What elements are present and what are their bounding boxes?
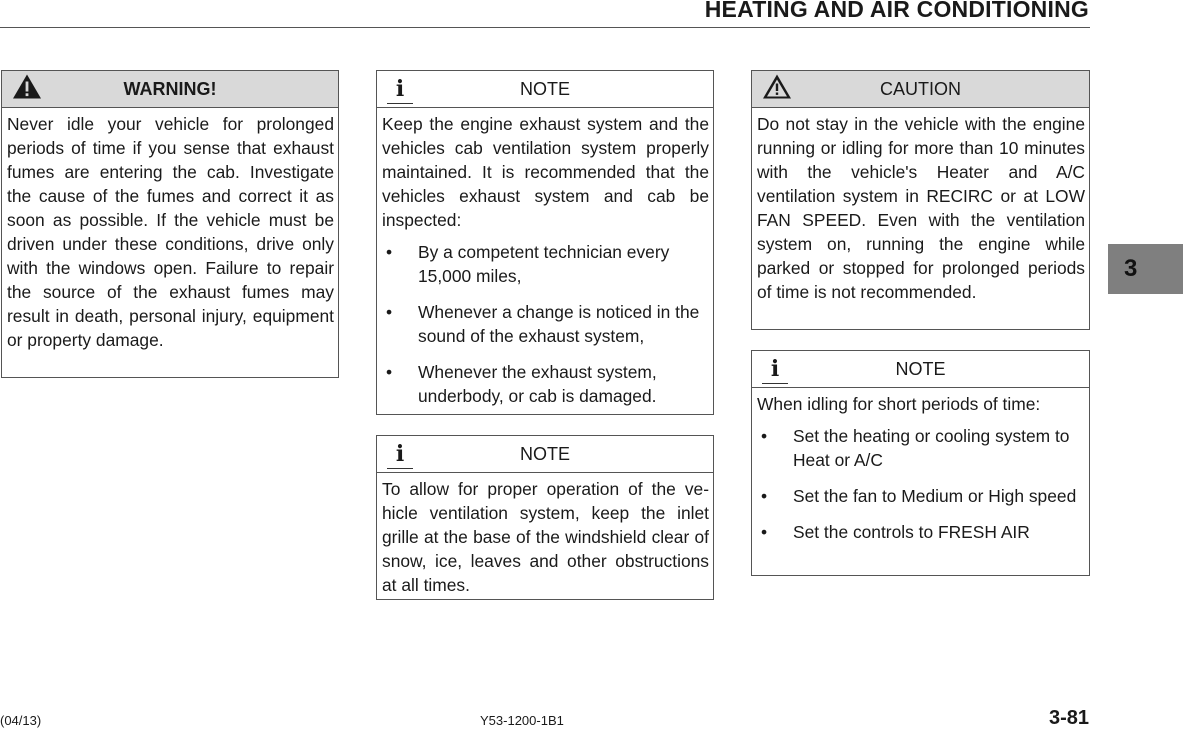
note-idling-box [751, 350, 1090, 576]
caution-header [752, 71, 1089, 108]
list-item: • Whenever a change is noticed in the sound of the exhaust system, [382, 300, 709, 348]
info-icon: i [762, 356, 788, 382]
note-idling-intro: When idling for short periods of time: [757, 394, 1041, 414]
list-item: • By a competent technician every 15,000 miles, [382, 240, 709, 288]
warning-header [2, 71, 338, 108]
caution-text: Do not stay in the vehicle with the engine running or idling for more than 10 minutes with the vehicle's Heater and A/C ventilation system in RECIRC or at LOW FAN SPEED. Even with the ventilation system on, running the engine while parked or stopped for prolonged periods of time is not recommended. [757, 114, 1085, 302]
note-idling-label: NOTE [895, 358, 946, 379]
note-exhaust-box [376, 70, 714, 415]
note-grille-box [376, 435, 714, 600]
warning-box [1, 70, 339, 378]
caution-box [751, 70, 1090, 330]
note-exhaust-label: NOTE [519, 78, 570, 99]
page-number: 3-81 [1048, 707, 1089, 729]
note-grille-text: To allow for proper operation of the vehicle ventilation system, keep the inlet grille at the base of the windshield clear of snow, ice, leaves and other obstructions at all times. [382, 479, 709, 595]
note-exhaust-intro: Keep the engine exhaust system and the vehicles cab ventilation system properly maintained. It is recommended that the vehicles exhaust system and cab be inspected: [382, 114, 709, 230]
warning-text: Never idle your vehicle for prolonged periods of time if you sense that exhaust fumes are entering the cab. Investigate the cause of the fumes and correct it as soon as possible. If the vehicle must be driven under these conditions, drive only with the windows open. Failure to repair the source of the exhaust fumes may result in death, personal injury, equipment or property damage. [7, 114, 334, 350]
note-idling-header [752, 351, 1089, 388]
page-header-title: HEATING AND AIR CONDITIONING [704, 0, 1089, 22]
section-tab: 3 [1108, 244, 1183, 294]
note-idling-content [752, 388, 1089, 548]
info-icon: i [387, 76, 413, 102]
warning-triangle-icon [762, 74, 792, 105]
note-idling-bullets [757, 424, 1085, 544]
note-exhaust-bullets [382, 240, 709, 408]
note-grille-header [377, 436, 713, 473]
note-exhaust-content [377, 108, 713, 412]
footer-date: (04/13) [0, 713, 42, 728]
note-grille-label: NOTE [519, 443, 570, 464]
list-item: • Set the fan to Medium or High speed [757, 484, 1085, 508]
list-item: • Whenever the exhaust system, underbody, or cab is damaged. [382, 360, 709, 408]
warning-triangle-icon [12, 74, 42, 105]
warning-label: WARNING! [123, 78, 217, 99]
caution-label: CAUTION [880, 78, 961, 99]
info-icon: i [387, 441, 413, 467]
header-rule [0, 27, 1090, 28]
note-exhaust-header [377, 71, 713, 108]
list-item: • Set the controls to FRESH AIR [757, 520, 1085, 544]
list-item: • Set the heating or cooling system to Heat or A/C [757, 424, 1085, 472]
footer-doc-code: Y53-1200-1B1 [480, 713, 564, 728]
